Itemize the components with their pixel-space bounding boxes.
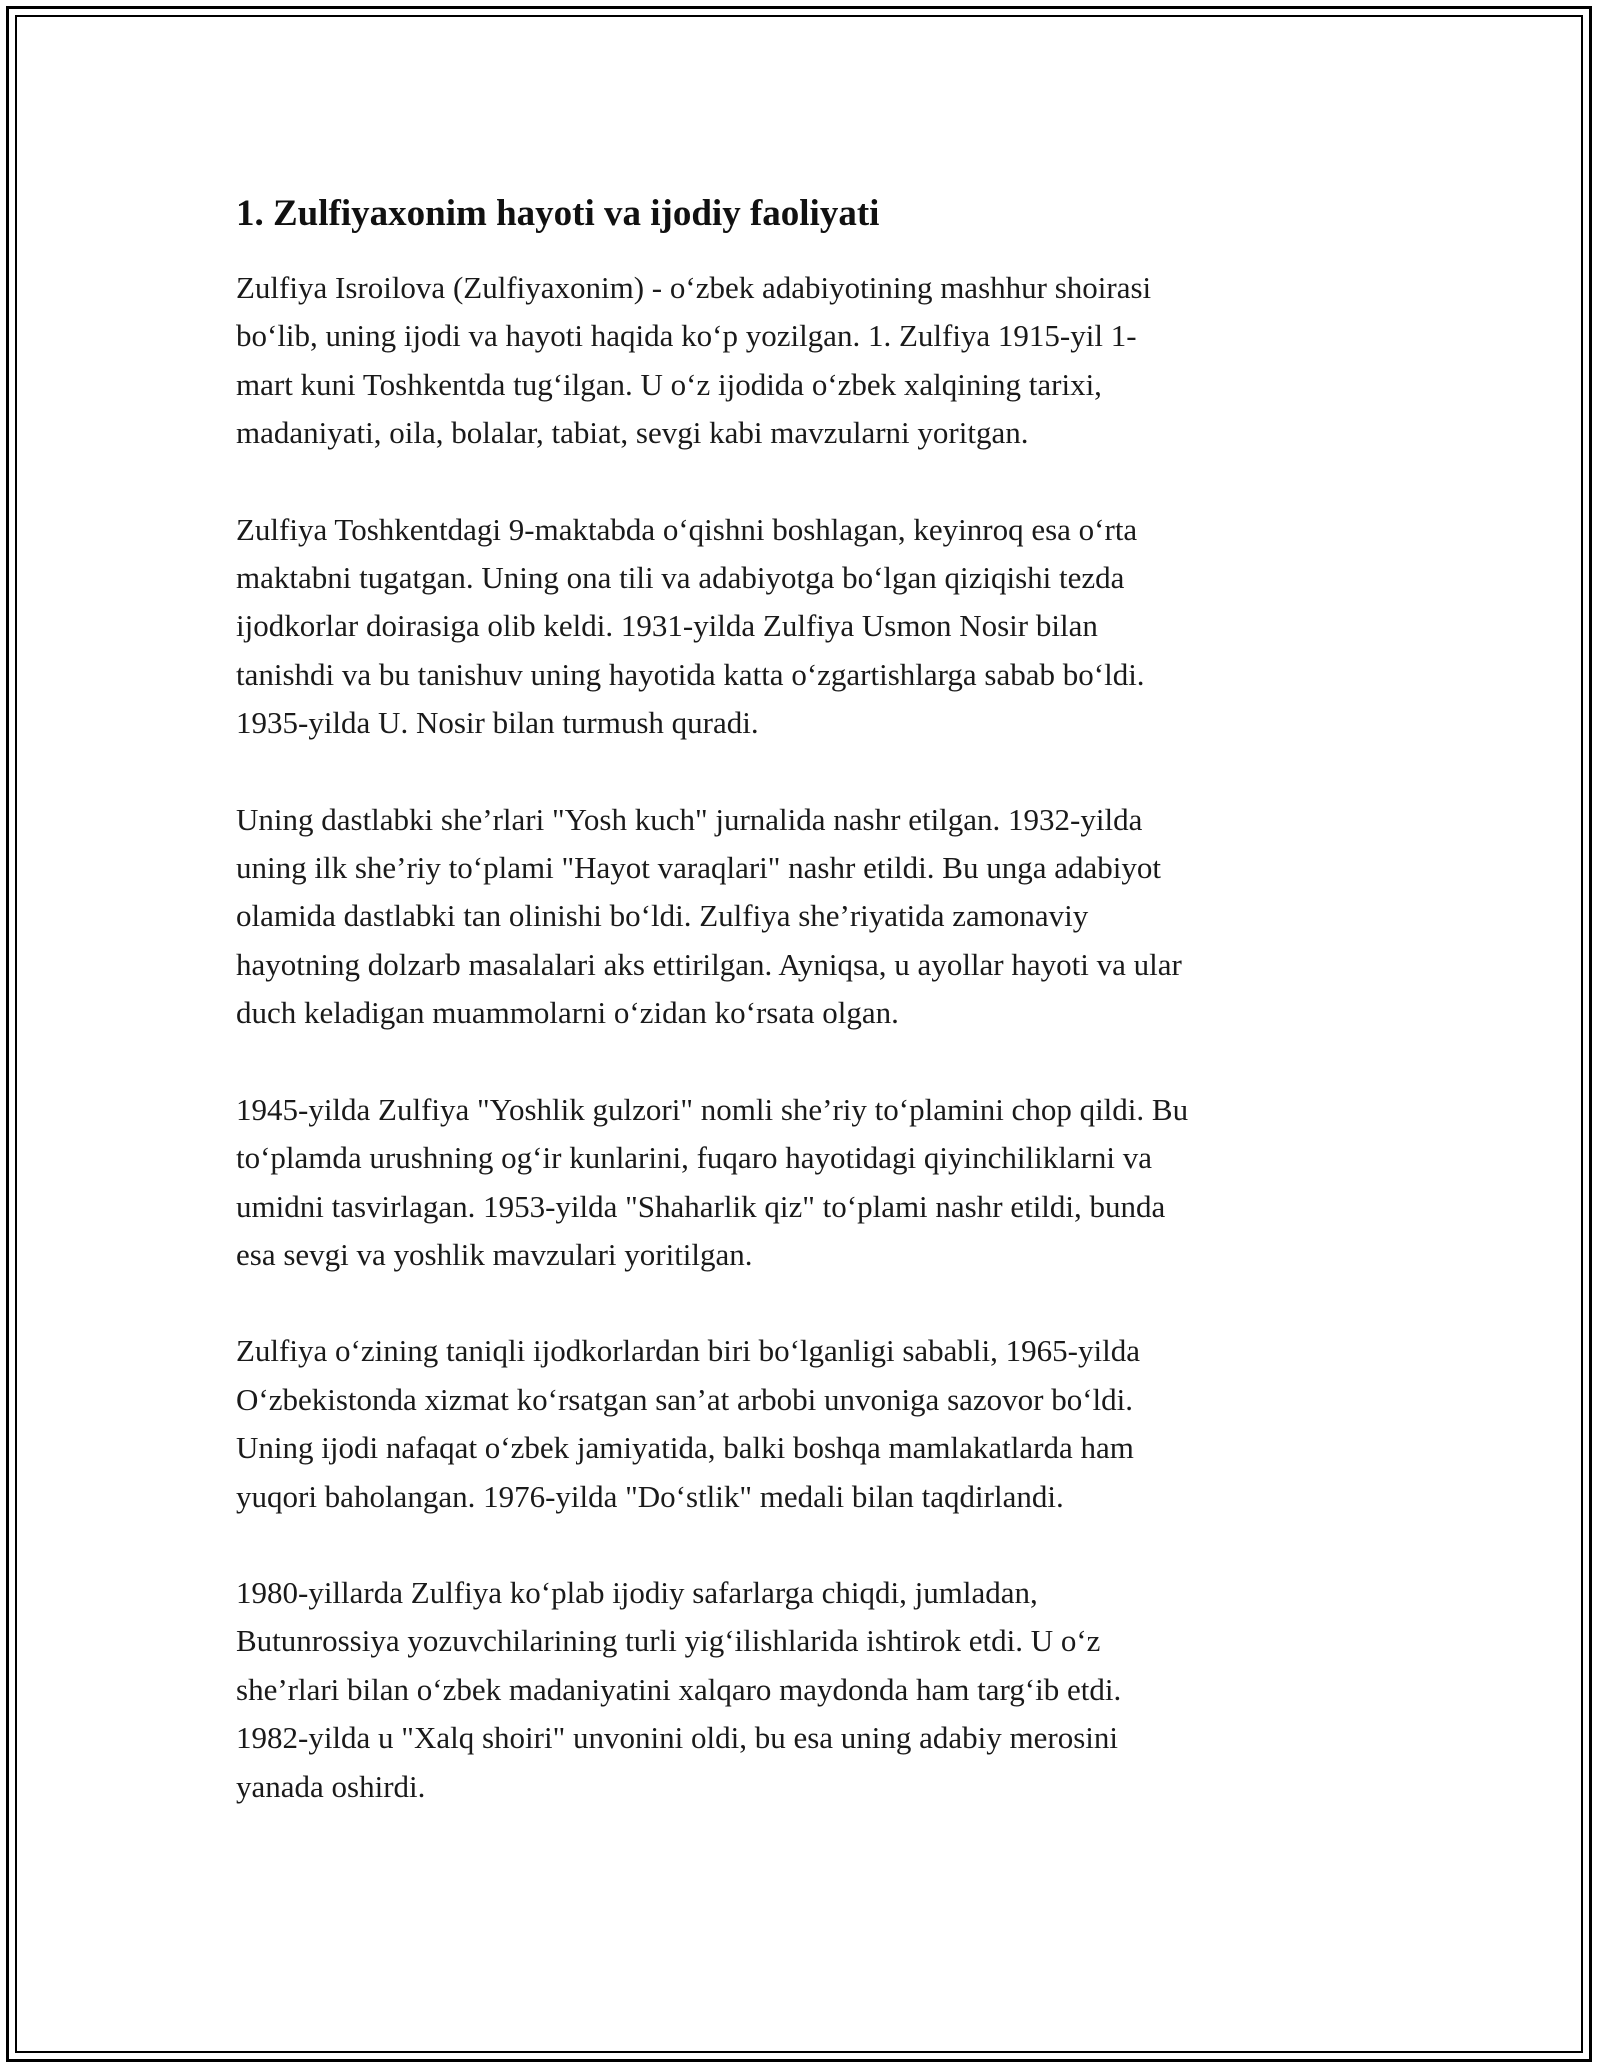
text-line: Uning ijodi nafaqat o‘zbek jamiyatida, balki boshqa mamlakatlarda ham: [236, 1430, 1134, 1466]
text-line: Uning dastlabki she’rlari "Yosh kuch" jurnalida nashr etilgan. 1932-yilda: [236, 801, 1143, 837]
paragraph-biography-intro: [236, 264, 1376, 458]
text-line: uning ilk she’riy to‘plami "Hayot varaqlari" nashr etildi. Bu unga adabiyot: [236, 850, 1161, 886]
text-line: hayotning dolzarb masalalari aks ettirilgan. Ayniqsa, u ayollar hayoti va ular: [236, 946, 1182, 982]
text-line: mart kuni Toshkentda tug‘ilgan. U o‘z ijodida o‘zbek xalqining tarixi,: [236, 366, 1102, 402]
text-line: 1982-yilda u "Xalq shoiri" unvonini oldi, bu esa uning adabiy merosini: [236, 1720, 1119, 1756]
text-line: Butunrossiya yozuvchilarining turli yig‘ilishlarida ishtirok etdi. U o‘z: [236, 1623, 1101, 1659]
text-line: Zulfiya Isroilova (Zulfiyaxonim) - o‘zbek adabiyotining mashhur shoirasi: [236, 270, 1152, 305]
text-line: ijodkorlar doirasiga olib keldi. 1931-yilda Zulfiya Usmon Nosir bilan: [236, 608, 1098, 644]
text-line: olamida dastlabki tan olinishi bo‘ldi. Zulfiya she’riyatida zamonaviy: [236, 898, 1089, 934]
text-line: Zulfiya Toshkentdagi 9-maktabda o‘qishni boshlagan, keyinroq esa o‘rta: [236, 511, 1138, 547]
text-line: she’rlari bilan o‘zbek madaniyatini xalqaro maydonda ham targ‘ib etdi.: [236, 1671, 1122, 1707]
text-line: 1945-yilda Zulfiya "Yoshlik gulzori" nomli she’riy to‘plamini chop qildi. Bu: [236, 1091, 1189, 1127]
document-body: [236, 188, 1376, 1859]
text-line: yuqori baholangan. 1976-yilda "Do‘stlik" medali bilan taqdirlandi.: [236, 1478, 1064, 1514]
paragraph-collections: [236, 1086, 1376, 1280]
text-line: umidni tasvirlagan. 1953-yilda "Shaharlik qiz" to‘plami nashr etildi, bunda: [236, 1188, 1166, 1224]
text-line: Zulfiya o‘zining taniqli ijodkorlardan biri bo‘lganligi sababli, 1965-yilda: [236, 1333, 1140, 1369]
paragraph-later-years: [236, 1569, 1376, 1811]
text-line: maktabni tugatgan. Uning ona tili va adabiyotga bo‘lgan qiziqishi tezda: [236, 560, 1125, 596]
text-line: madaniyati, oila, bolalar, tabiat, sevgi kabi mavzularni yoritgan.: [236, 415, 1029, 451]
text-line: O‘zbekistonda xizmat ko‘rsatgan san’at arbobi unvoniga sazovor bo‘ldi.: [236, 1381, 1134, 1417]
text-line: tanishdi va bu tanishuv uning hayotida katta o‘zgartishlarga sabab bo‘ldi.: [236, 656, 1145, 692]
text-line: esa sevgi va yoshlik mavzulari yoritilgan.: [236, 1236, 753, 1272]
section-heading: 1. Zulfiyaxonim hayoti va ijodiy faoliyati: [236, 193, 880, 234]
paragraph-education: [236, 506, 1376, 748]
text-line: to‘plamda urushning og‘ir kunlarini, fuqaro hayotidagi qiyinchiliklarni va: [236, 1140, 1153, 1176]
text-line: yanada oshirdi.: [236, 1768, 426, 1804]
paragraph-honors: [236, 1327, 1376, 1521]
text-line: bo‘lib, uning ijodi va hayoti haqida ko‘p yozilgan. 1. Zulfiya 1915-yil 1-: [236, 318, 1137, 354]
text-line: 1980-yillarda Zulfiya ko‘plab ijodiy safarlarga chiqdi, jumladan,: [236, 1574, 1038, 1610]
text-line: duch keladigan muammolarni o‘zidan ko‘rsata olgan.: [236, 995, 899, 1031]
text-line: 1935-yilda U. Nosir bilan turmush quradi.: [236, 705, 759, 741]
paragraph-early-poems: [236, 796, 1376, 1038]
